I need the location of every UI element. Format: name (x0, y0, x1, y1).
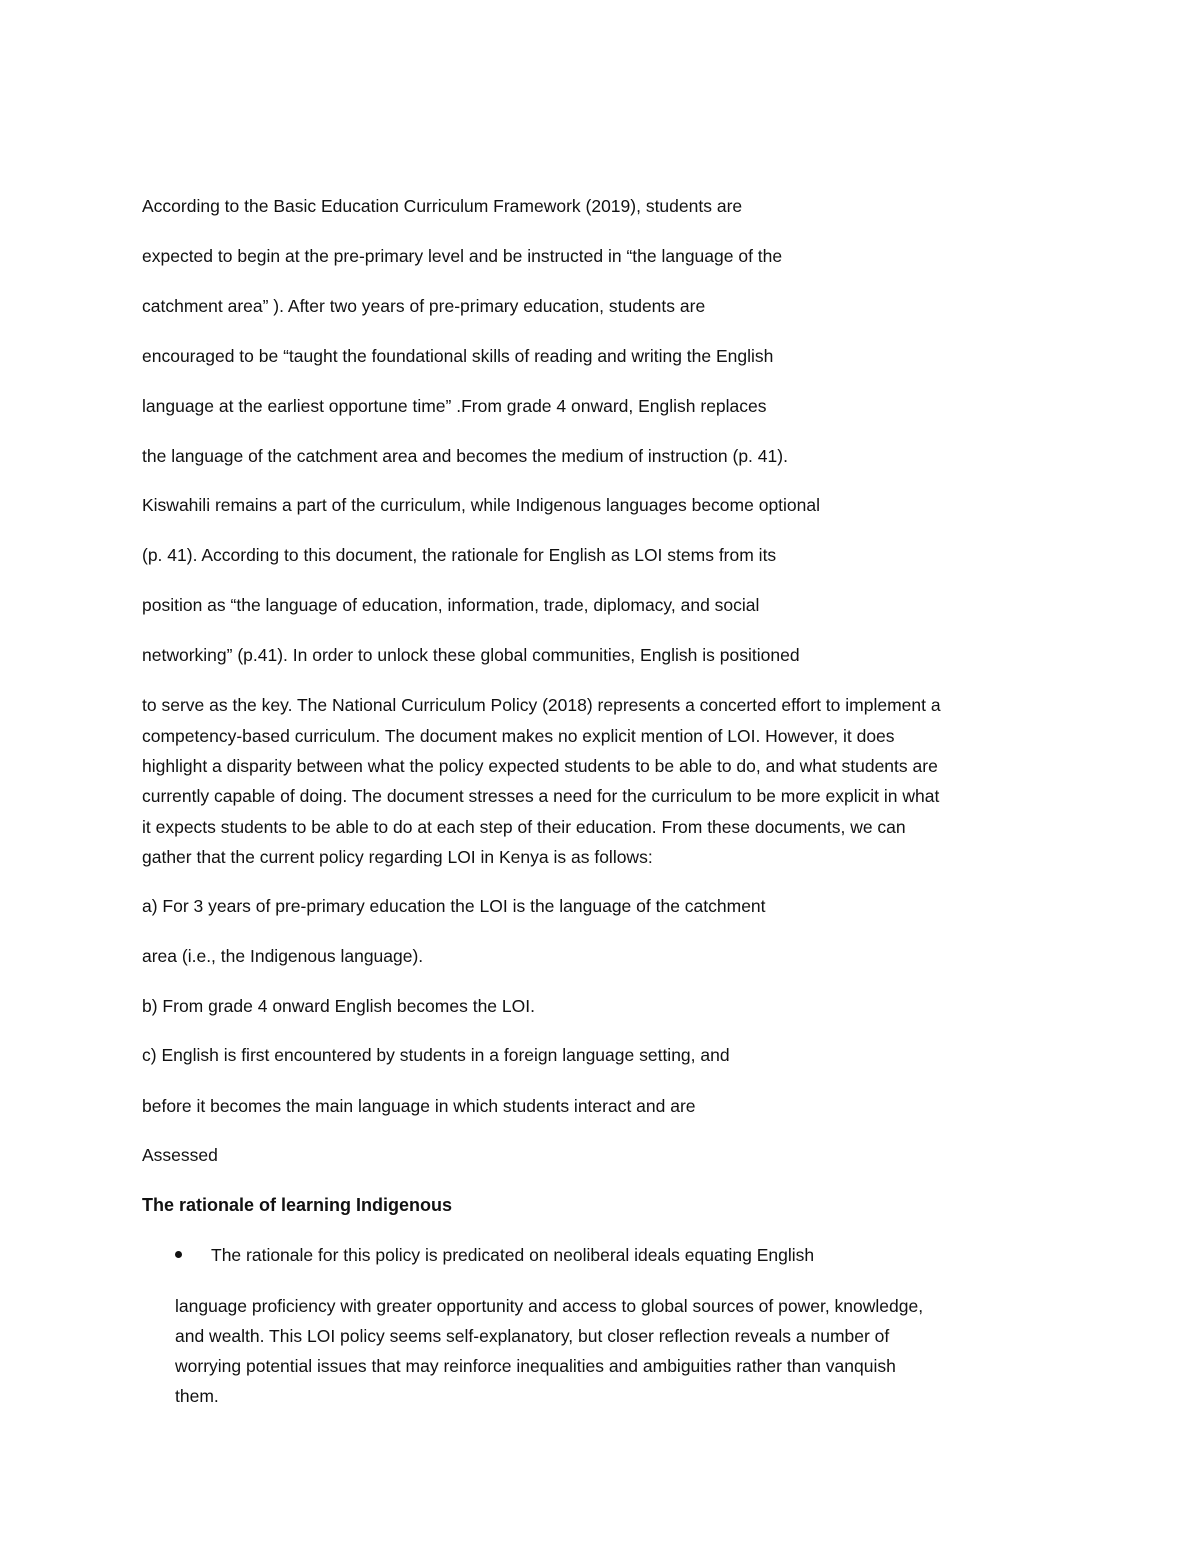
paragraph-line: the language of the catchment area and becomes the medium of instruction (p. 41). (142, 446, 788, 466)
paragraph-line: language at the earliest opportune time” .From grade 4 onward, English replaces (142, 396, 767, 416)
list-item: before it becomes the main language in which students interact and are (142, 1096, 696, 1116)
list-item: b) From grade 4 onward English becomes the LOI. (142, 996, 535, 1016)
paragraph-line: worrying potential issues that may reinforce inequalities and ambiguities rather than vanquish (175, 1356, 896, 1376)
paragraph-line: language proficiency with greater opportunity and access to global sources of power, knowledge, (175, 1296, 924, 1316)
paragraph-line: currently capable of doing. The document stresses a need for the curriculum to be more explicit in what (142, 786, 940, 806)
list-item: area (i.e., the Indigenous language). (142, 946, 424, 966)
paragraph-line: encouraged to be “taught the foundational skills of reading and writing the English (142, 346, 774, 366)
paragraph-line: highlight a disparity between what the policy expected students to be able to do, and what students are (142, 756, 938, 776)
paragraph-line: networking” (p.41). In order to unlock these global communities, English is positioned (142, 645, 800, 665)
paragraph-line: According to the Basic Education Curriculum Framework (2019), students are (142, 196, 743, 216)
bullet-item: The rationale for this policy is predicated on neoliberal ideals equating English (211, 1245, 815, 1265)
paragraph-line: to serve as the key. The National Curriculum Policy (2018) represents a concerted effort to implement a (142, 695, 941, 715)
list-item: a) For 3 years of pre-primary education the LOI is the language of the catchment (142, 896, 766, 916)
list-item: Assessed (142, 1145, 218, 1165)
paragraph-line: (p. 41). According to this document, the rationale for English as LOI stems from its (142, 545, 777, 565)
paragraph-line: competency-based curriculum. The document makes no explicit mention of LOI. However, it does (142, 726, 895, 746)
bullet-icon (175, 1251, 182, 1258)
paragraph-line: them. (175, 1386, 219, 1406)
paragraph-line: expected to begin at the pre-primary level and be instructed in “the language of the (142, 246, 783, 266)
section-heading: The rationale of learning Indigenous (142, 1195, 453, 1215)
paragraph-line: and wealth. This LOI policy seems self-explanatory, but closer reflection reveals a number of (175, 1326, 890, 1346)
paragraph-line: gather that the current policy regarding LOI in Kenya is as follows: (142, 847, 653, 867)
paragraph-line: catchment area” ). After two years of pre-primary education, students are (142, 296, 706, 316)
list-item: c) English is first encountered by students in a foreign language setting, and (142, 1045, 730, 1065)
paragraph-line: Kiswahili remains a part of the curriculum, while Indigenous languages become optional (142, 495, 821, 515)
paragraph-line: it expects students to be able to do at each step of their education. From these documents, we can (142, 817, 906, 837)
paragraph-line: position as “the language of education, information, trade, diplomacy, and social (142, 595, 760, 615)
